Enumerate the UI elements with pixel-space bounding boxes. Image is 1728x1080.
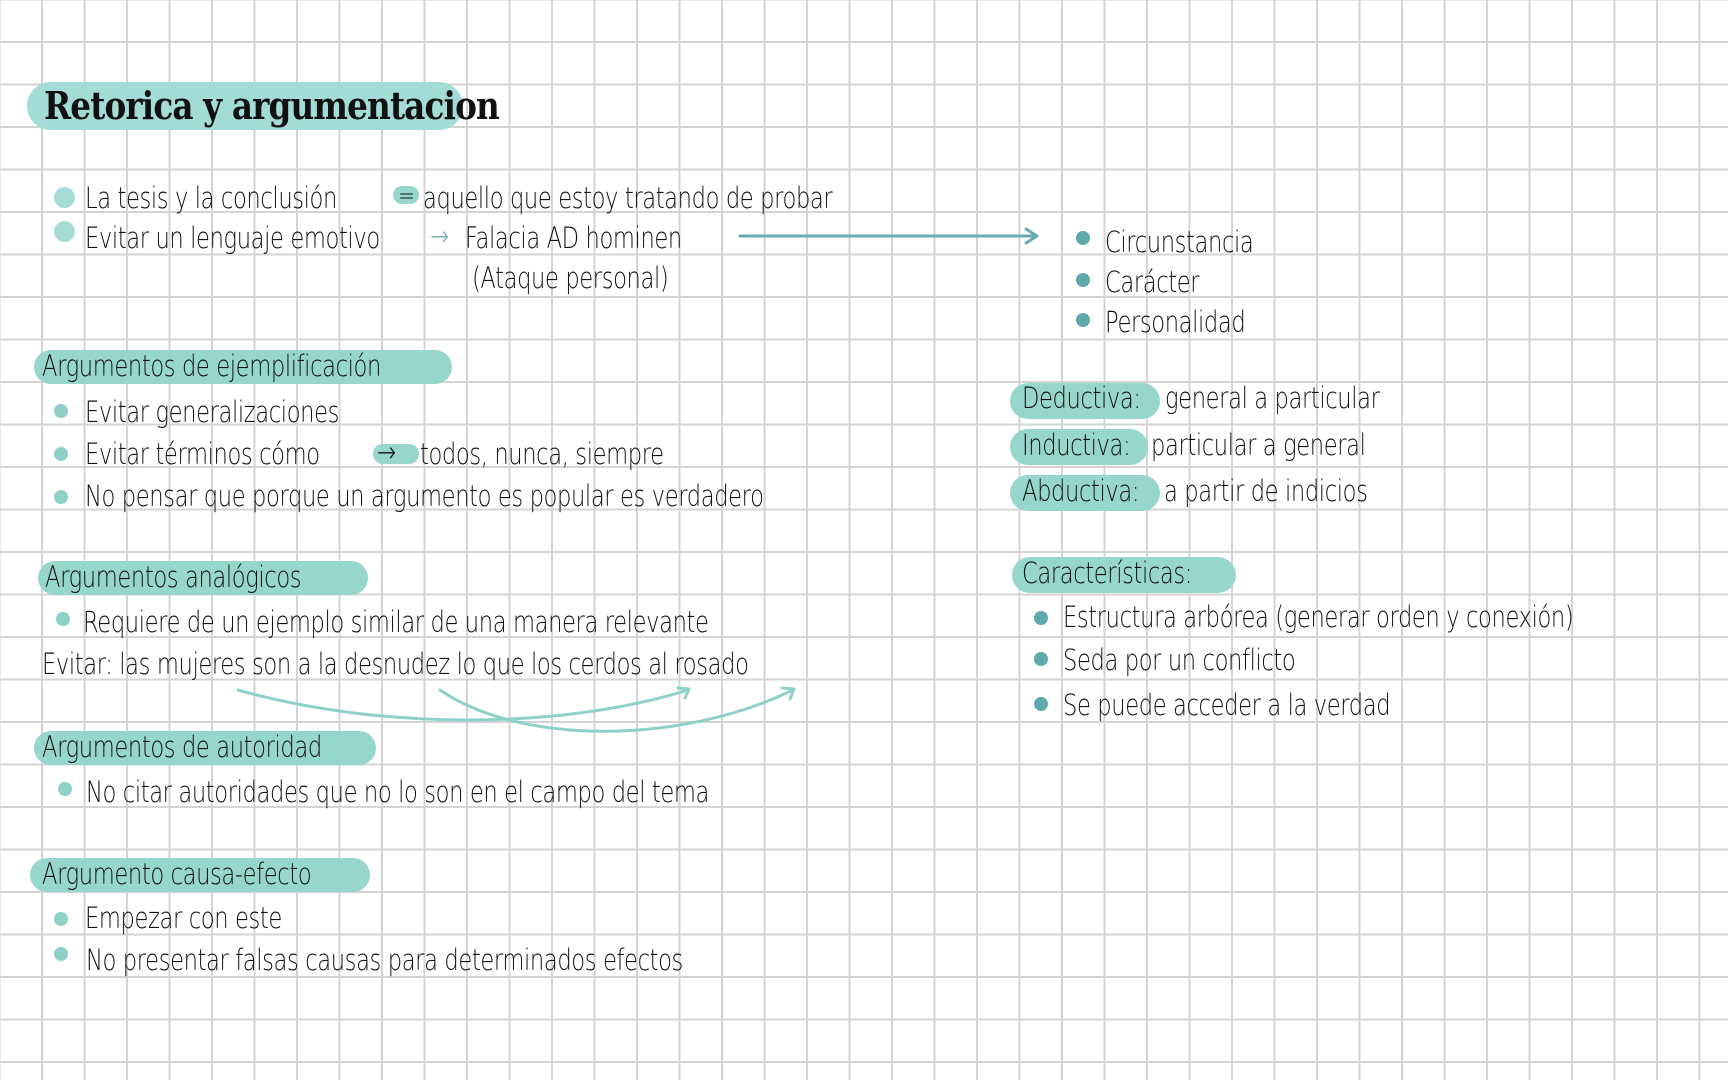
equals-sign: = [398, 181, 415, 211]
intro-line-1b: aquello que estoy tratando de probar [423, 181, 833, 215]
list-item: No pensar que porque un argumento es popular es verdadero [85, 479, 764, 513]
bullet-icon [1034, 611, 1048, 625]
reasoning-desc: particular a general [1151, 428, 1366, 462]
bullet-icon [1076, 231, 1090, 245]
reasoning-label: Inductiva: [1022, 428, 1131, 462]
page-title: Retorica y argumentacion [44, 83, 499, 128]
arrow-head-icon [678, 688, 689, 698]
list-item: No presentar falsas causas para determinados efectos [86, 943, 683, 977]
reasoning-label: Abductiva: [1022, 474, 1140, 508]
arrow-right-icon: → [377, 435, 396, 469]
list-item: Evitar términos cómo [85, 437, 320, 471]
list-item-continuation: todos, nunca, siempre [420, 437, 664, 471]
ad-hominem-type: Carácter [1105, 265, 1200, 299]
ad-hominem-type: Personalidad [1105, 305, 1246, 339]
fallacy-description: (Ataque personal) [472, 261, 669, 295]
intro-line-1a: La tesis y la conclusión [85, 181, 337, 215]
section-heading-autoridad: Argumentos de autoridad [42, 730, 322, 764]
bullet-icon [1034, 652, 1048, 666]
section-heading-ejemplificacion: Argumentos de ejemplificación [42, 349, 381, 383]
bullet-icon [54, 490, 68, 504]
list-item: Seda por un conflicto [1063, 643, 1296, 677]
bullet-icon [54, 187, 75, 208]
bullet-icon [54, 404, 68, 418]
bullet-icon [54, 221, 75, 242]
arrow-right-icon: → [430, 219, 449, 253]
avoid-example: Evitar: las mujeres son a la desnudez lo que los cerdos al rosado [42, 647, 749, 681]
bullet-icon [58, 782, 72, 796]
bullet-icon [1076, 273, 1090, 287]
list-item: Evitar generalizaciones [85, 395, 340, 429]
list-item: Empezar con este [85, 901, 282, 935]
list-item: Estructura arbórea (generar orden y conexión) [1063, 600, 1574, 634]
list-item: Requiere de un ejemplo similar de una manera relevante [83, 605, 709, 639]
section-heading-causa-efecto: Argumento causa-efecto [42, 857, 312, 891]
bullet-icon [54, 947, 68, 961]
list-item: Se puede acceder a la verdad [1063, 688, 1391, 722]
list-item: No citar autoridades que no lo son en el campo del tema [86, 775, 710, 809]
reasoning-desc: a partir de indicios [1164, 474, 1368, 508]
intro-line-2a: Evitar un lenguaje emotivo [85, 221, 380, 255]
arrow-head-icon [1026, 229, 1037, 243]
bullet-icon [1076, 313, 1090, 327]
bullet-icon [1034, 697, 1048, 711]
section-heading-caracteristicas: Características: [1022, 556, 1193, 590]
fallacy-name: Falacia AD hominen [465, 221, 682, 255]
analogy-arrow-2 [440, 690, 793, 731]
reasoning-label: Deductiva: [1022, 381, 1141, 415]
ad-hominem-type: Circunstancia [1105, 225, 1254, 259]
analogy-arrow-1 [238, 690, 688, 720]
section-heading-analogicos: Argumentos analógicos [45, 560, 302, 594]
bullet-icon [54, 447, 68, 461]
arrow-head-icon [782, 688, 794, 699]
reasoning-desc: general a particular [1165, 381, 1380, 415]
bullet-icon [56, 612, 70, 626]
bullet-icon [54, 912, 68, 926]
